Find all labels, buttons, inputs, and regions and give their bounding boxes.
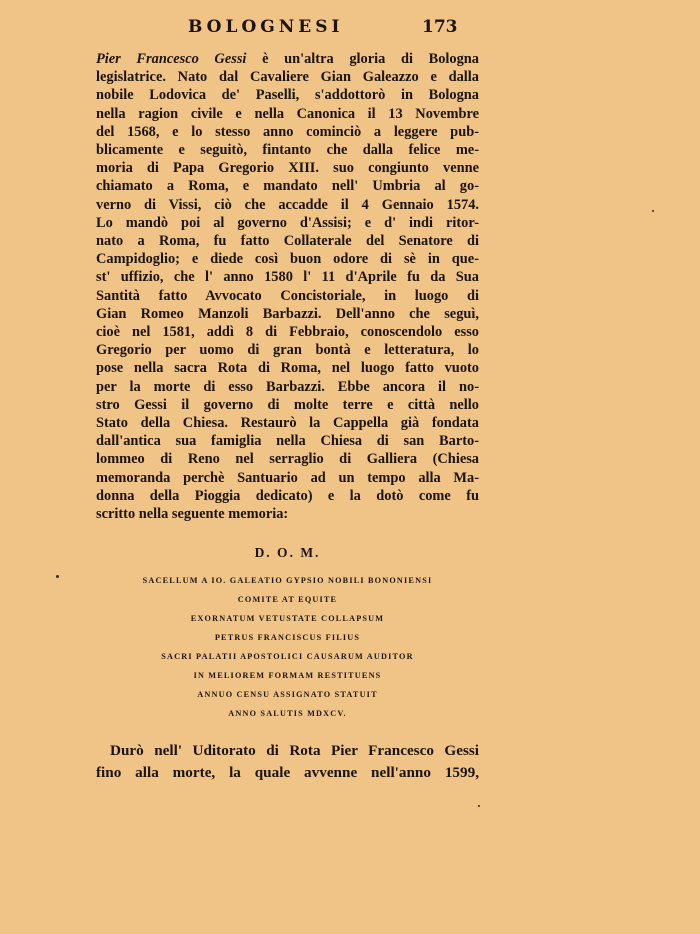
paragraph-line: blicamente e seguitò, fintanto che dalla felice me- [96,142,479,159]
paragraph-line: nobile Lodovica de' Paselli, s'addottorò in Bologna [96,87,479,104]
print-speck [652,210,654,212]
paragraph-line: moria di Papa Gregorio XIII. suo congiunto venne [96,160,479,177]
paragraph-line [96,50,479,68]
person-name: Pier Francesco Gessi [96,51,247,67]
first-line-text: è un'altra gloria di Bologna [246,51,479,67]
paragraph-line: lommeo di Reno nel serraglio di Galliera (Chiesa [96,451,479,468]
print-speck [478,805,480,807]
paragraph-lines [96,68,479,523]
paragraph-line: donna della Pioggia dedicato) e la dotò come fu [96,487,479,504]
inscription-line: COMITE AT EQUITE [237,595,338,604]
inscription-line: ANNO SALUTIS MDXCV. [228,709,347,718]
inscription-line: SACRI PALATII APOSTOLICI CAUSARUM AUDITOR [161,652,414,661]
paragraph-line: legislatrice. Nato dal Cavaliere Gian Galeazzo e dalla [96,69,479,86]
inscription-line: EXORNATUM VETUSTATE COLLAPSUM [190,614,385,623]
running-title: BOLOGNESI [188,17,344,37]
paragraph-line: Santità fatto Avvocato Concistoriale, in luogo di [96,287,479,304]
paragraph-line: chiamato a Roma, e mandato nell' Umbria al go- [96,178,479,195]
print-speck [56,575,59,578]
paragraph-gessi-biography [96,50,479,523]
paragraph-line: per la morte di esso Barbazzi. Ebbe ancora il no- [96,378,479,395]
paragraph-line: verno di Vissi, ciò che accadde il 4 Gennaio 1574. [96,196,479,213]
paragraph-line: Gregorio per uomo di gran bontà e letteratura, lo [96,342,479,359]
paragraph-line: Campidoglio; e diede così buon odore di sè in que- [96,251,479,268]
page-header [0,17,700,41]
inscription-heading: D. O. M. [254,545,321,560]
paragraph-line: nato a Roma, fu fatto Collaterale del Senatore di [96,233,479,250]
inscription-line: PETRUS FRANCISCUS FILIUS [214,633,361,642]
paragraph-uditorato [96,740,479,784]
paragraph-line: Gian Romeo Manzoli Barbazzi. Dell'anno che seguì, [96,305,479,322]
inscription-line: ANNUO CENSU ASSIGNATO STATUIT [197,690,378,699]
page-number: 173 [422,17,458,37]
paragraph-line: Durò nell' Uditorato di Rota Pier Francesco Gessi [110,742,479,759]
paragraph-line: scritto nella seguente memoria: [96,506,289,523]
paragraph-line: del 1568, e lo stesso anno cominciò a leggere pub- [96,123,479,140]
paragraph-line: st' uffizio, che l' anno 1580 l' 11 d'Aprile fu da Sua [96,269,479,286]
paragraph-line: stro Gessi il governo di molte terre e città nello [96,396,479,413]
paragraph-line: nella ragion civile e nella Canonica il 13 Novembre [96,105,479,122]
paragraph-line: dall'antica sua famiglia nella Chiesa di san Barto- [96,433,479,450]
paragraph-line: cioè nel 1581, addì 8 di Febbraio, conoscendolo esso [96,324,479,341]
paragraph-line: Lo mandò poi al governo d'Assisi; e d' indi ritor- [96,214,479,231]
paragraph-line: fino alla morte, la quale avvenne nell'anno 1599, [96,764,479,781]
inscription-line: IN MELIOREM FORMAM RESTITUENS [193,671,382,680]
inscription-line: SACELLUM A IO. GALEATIO GYPSIO NOBILI BONONIENSI [142,576,433,585]
paragraph-line: memoranda perchè Santuario ad un tempo alla Ma- [96,469,479,486]
inscription-lines [96,571,479,723]
inscription [96,545,479,723]
paragraph-line: pose nella sacra Rota di Roma, nel luogo fatto vuoto [96,360,479,377]
paragraph-line: Stato della Chiesa. Restaurò la Cappella già fondata [96,415,479,432]
